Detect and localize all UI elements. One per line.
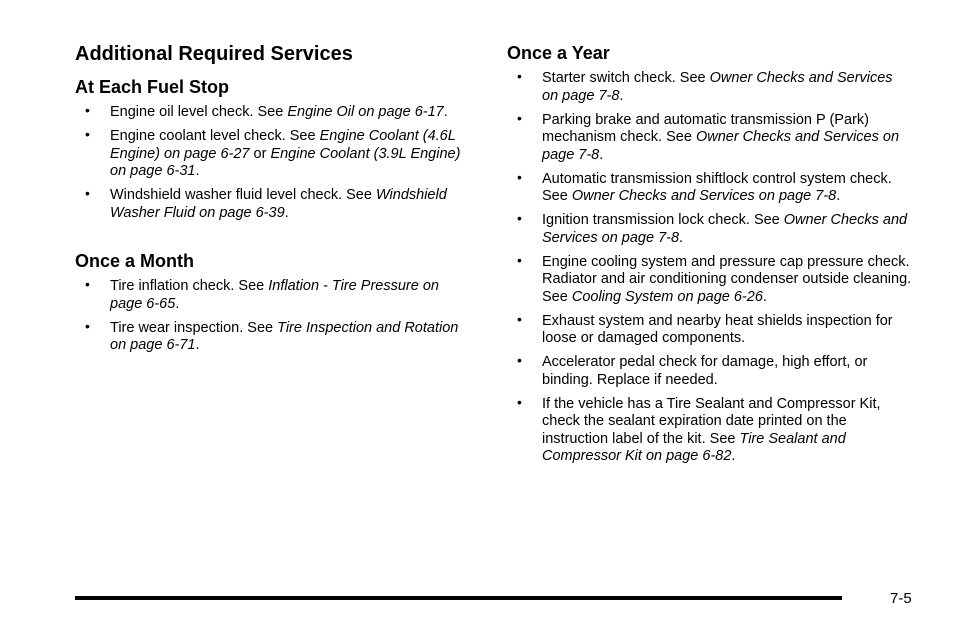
month-list bbox=[75, 278, 465, 361]
page-reference: Tire Inspection and Rotation on page 6-71 bbox=[110, 319, 459, 353]
page-reference: Engine Coolant (3.9L Engine) on page 6-31 bbox=[110, 145, 461, 179]
bullet-icon: • bbox=[517, 393, 522, 410]
bullet-icon: • bbox=[517, 352, 522, 368]
page-reference: Owner Checks and Services on page 7-8 bbox=[571, 188, 837, 204]
bullet-icon: • bbox=[85, 126, 90, 142]
page-reference: Inflation - Tire Pressure on page 6-65 bbox=[110, 278, 439, 312]
list-item: • Engine oil level check. See Engine Oil on page 6-17. bbox=[85, 102, 448, 120]
bullet-icon: • bbox=[517, 109, 522, 126]
list-item: • Parking brake and automatic transmission P (Park) mechanism check. See Owner Checks and Services on page 7-8. bbox=[517, 109, 900, 163]
page-reference: Cooling System on page 6-26 bbox=[571, 288, 763, 305]
bullet-icon: • bbox=[517, 68, 522, 84]
list-item: • Automatic transmission shiftlock control system check. See Owner Checks and Services on page 7-8. bbox=[517, 168, 892, 204]
bullet-icon: • bbox=[517, 210, 522, 226]
bullet-icon: • bbox=[85, 185, 90, 201]
year-list bbox=[507, 70, 912, 472]
bullet-icon: • bbox=[517, 168, 522, 185]
bullet-icon: • bbox=[517, 310, 522, 327]
year-heading: Once a Year bbox=[507, 43, 610, 63]
fuel-stop-list bbox=[75, 104, 465, 229]
page-reference: Engine Oil on page 6-17 bbox=[287, 104, 444, 120]
page-reference: Owner Checks and Services on page 7-8 bbox=[542, 129, 900, 163]
month-heading: Once a Month bbox=[75, 251, 195, 271]
page-reference: Owner Checks and Services on page 7-8 bbox=[542, 70, 893, 104]
bullet-icon: • bbox=[85, 317, 90, 334]
list-item: • Tire inflation check. See Inflation - Tire Pressure on page 6-65. bbox=[85, 276, 439, 312]
fuel-stop-heading: At Each Fuel Stop bbox=[75, 77, 230, 97]
list-item: • If the vehicle has a Tire Sealant and Compressor Kit, check the sealant expiration date printed on the instruction label of the kit. See Tire Sealant and Compressor Kit on page 6-82. bbox=[517, 393, 881, 464]
list-item: • Ignition transmission lock check. See Owner Checks and Services on page 7-8. bbox=[517, 210, 908, 246]
bullet-icon: • bbox=[85, 102, 90, 118]
page-reference: Engine Coolant (4.6L Engine) on page 6-27 bbox=[110, 128, 456, 162]
list-item: • Engine cooling system and pressure cap pressure check. Radiator and air conditioning condenser outside cleaning. See Cooling System on page 6-26. bbox=[517, 251, 912, 305]
page-reference: Windshield Washer Fluid on page 6-39 bbox=[110, 187, 447, 221]
list-item: • Windshield washer fluid level check. See Windshield Washer Fluid on page 6-39. bbox=[85, 185, 447, 221]
section-title: Additional Required Services bbox=[75, 43, 353, 65]
list-item: • Starter switch check. See Owner Checks and Services on page 7-8. bbox=[517, 68, 893, 104]
page-number: 7-5 bbox=[890, 590, 912, 607]
footer-rule bbox=[75, 596, 842, 600]
list-item: • Accelerator pedal check for damage, high effort, or binding. Replace if needed. bbox=[517, 352, 868, 388]
page-reference: Owner Checks and Services on page 7-8 bbox=[542, 212, 908, 246]
list-item: • Exhaust system and nearby heat shields inspection for loose or damaged components. bbox=[517, 310, 893, 346]
bullet-icon: • bbox=[517, 251, 522, 268]
page-reference: Tire Sealant and Compressor Kit on page 6-82 bbox=[542, 430, 846, 464]
list-item: • Tire wear inspection. See Tire Inspection and Rotation on page 6-71. bbox=[85, 317, 459, 353]
list-item: • Engine coolant level check. See Engine Coolant (4.6L Engine) on page 6-27 or Engine Coolant (3.9L Engine) on page 6-31. bbox=[85, 126, 461, 179]
bullet-icon: • bbox=[85, 276, 90, 292]
